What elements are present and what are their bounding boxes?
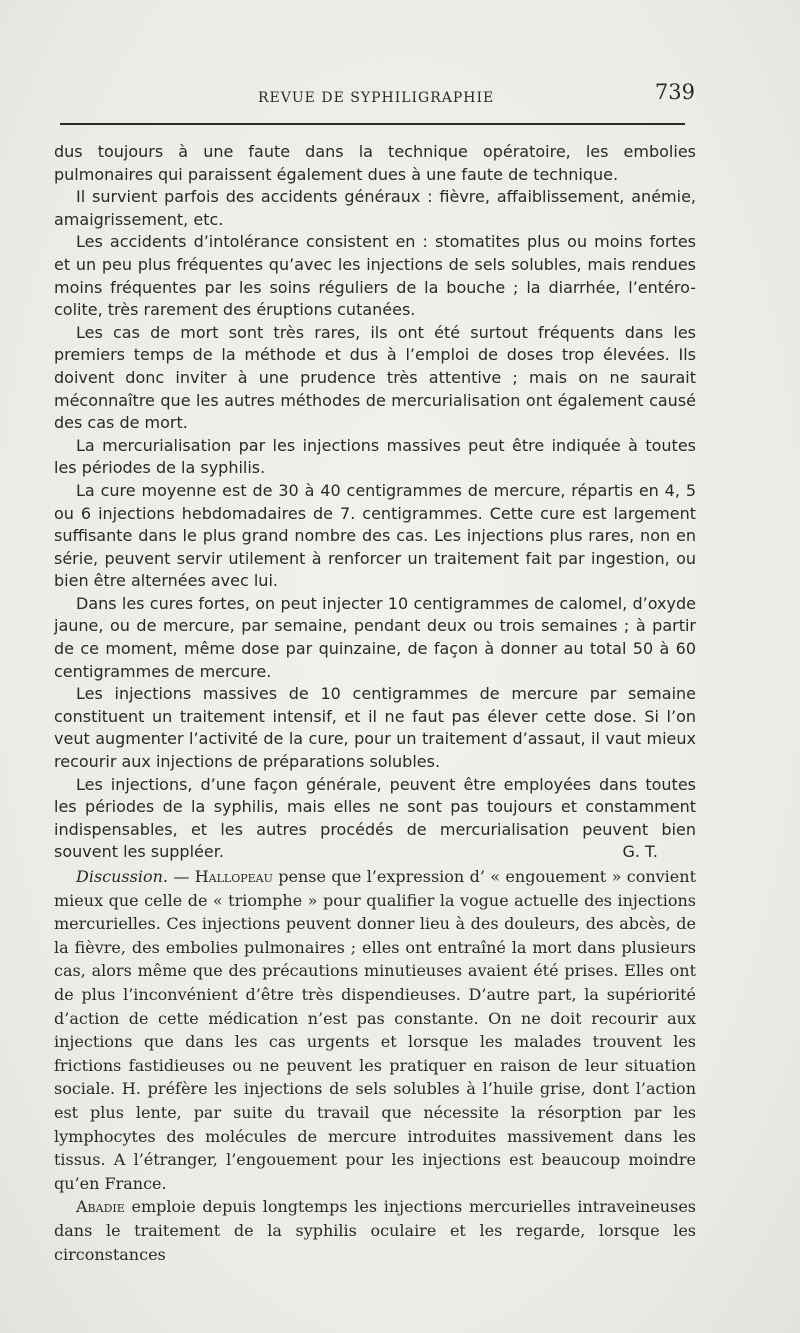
header-rule bbox=[60, 123, 685, 125]
paragraph: dus toujours à une faute dans la technique opératoire, les embolies pulmonaires qui paraissent également dues à une faute de technique. bbox=[54, 142, 696, 184]
paragraph: Les injections massives de 10 centigrammes de mercure par semaine constituent un traitement intensif, et il ne faut pas élever cette dose. Si l’on veut augmenter l’activité de la cure, pour un traitement d’assaut, il vaut mieux recourir aux injections de préparations solubles. bbox=[54, 684, 696, 772]
paragraph: Dans les cures fortes, on peut injecter 10 centigrammes de calomel, d’oxyde jaune, ou de mercure, par semaine, pendant deux ou trois semaines ; à partir de ce moment, même dose par quinzaine, de façon à donner au total 50 à 60 centigrammes de mercure. bbox=[54, 593, 696, 681]
discussion-label: Discussion. bbox=[76, 867, 168, 886]
paragraph-with-signature bbox=[54, 774, 696, 864]
body-text bbox=[54, 141, 696, 1266]
page-number: 739 bbox=[654, 80, 695, 104]
page-header bbox=[60, 80, 695, 120]
speaker-name: Hallopeau bbox=[194, 867, 273, 886]
abadie-paragraph bbox=[54, 1195, 696, 1266]
discussion-section bbox=[54, 865, 696, 1266]
paragraph: Les accidents d’intolérance consistent en : stomatites plus ou moins fortes et un peu plus fréquentes qu’avec les injections de sels solubles, mais rendues moins fréquentes par les soins réguliers de la bouche ; la diarrhée, l’entéro-colite, très rarement des éruptions cutanées. bbox=[54, 232, 696, 320]
paragraph: La cure moyenne est de 30 à 40 centigrammes de mercure, répartis en 4, 5 ou 6 injections hebdomadaires de 7. centigrammes. Cette cure est largement suffisante dans le plus grand nombre des cas. Les injections plus rares, non en série, peuvent servir utilement à renforcer un traitement fait par ingestion, ou bien être alternées avec lui. bbox=[54, 480, 696, 591]
discussion-dash: — bbox=[167, 867, 195, 886]
paragraph: Les injections, d’une façon générale, peuvent être employées dans toutes les périodes de la syphilis, mais elles ne sont pas toujours et constamment indispensables, et les autres procédés de mercurialisation peuvent bien souvent les suppléer. bbox=[54, 774, 696, 862]
running-title: REVUE DE SYPHILIGRAPHIE bbox=[258, 90, 495, 106]
paragraph: La mercurialisation par les injections massives peut être indiquée à toutes les périodes de la syphilis. bbox=[54, 435, 696, 478]
discussion-paragraph bbox=[54, 865, 696, 1195]
abadie-text: emploie depuis longtemps les injections mercurielles intraveineuses dans le traitement de la syphilis oculaire et les regarde, lorsque les circonstances bbox=[54, 1197, 696, 1264]
author-signature: G. T. bbox=[622, 842, 658, 862]
paragraph: Il survient parfois des accidents généraux : fièvre, affaiblissement, anémie, amaigrissement, etc. bbox=[54, 187, 696, 229]
report-section bbox=[54, 141, 696, 864]
discussion-text: pense que l’expression d’ « engouement » convient mieux que celle de « triomphe » pour qualifier la vogue actuelle des injections mercurielles. Ces injections peuvent donner lieu à des douleurs, des abcès, de la fièvre, des embolies pulmonaires ; elles ont entraîné la mort dans plusieurs cas, alors même que des précautions minutieuses avaient été prises. Elles ont de plus l’inconvénient d’être très dispendieuses. D’autre part, la supériorité d’action de cette médication n’est pas constante. On ne doit recourir aux injections que dans les cas urgents et lorsque les malades trouvent les frictions fastidieuses ou ne peuvent les pratiquer en raison de leur situation sociale. H. préfère les injections de sels solubles à l’huile grise, dont l’action est plus lente, par suite du travail que nécessite la résorption par les lymphocytes des molécules de mercure introduites massivement dans les tissus. A l’étranger, l’engouement pour les injections est beaucoup moindre qu’en France. bbox=[54, 867, 697, 1193]
paragraph: Les cas de mort sont très rares, ils ont été surtout fréquents dans les premiers temps de la méthode et dus à l’emploi de doses trop élevées. Ils doivent donc inviter à une prudence très attentive ; mais on ne saurait méconnaître que les autres méthodes de mercurialisation ont également causé des cas de mort. bbox=[54, 322, 696, 433]
speaker-name: Abadie bbox=[76, 1197, 125, 1217]
